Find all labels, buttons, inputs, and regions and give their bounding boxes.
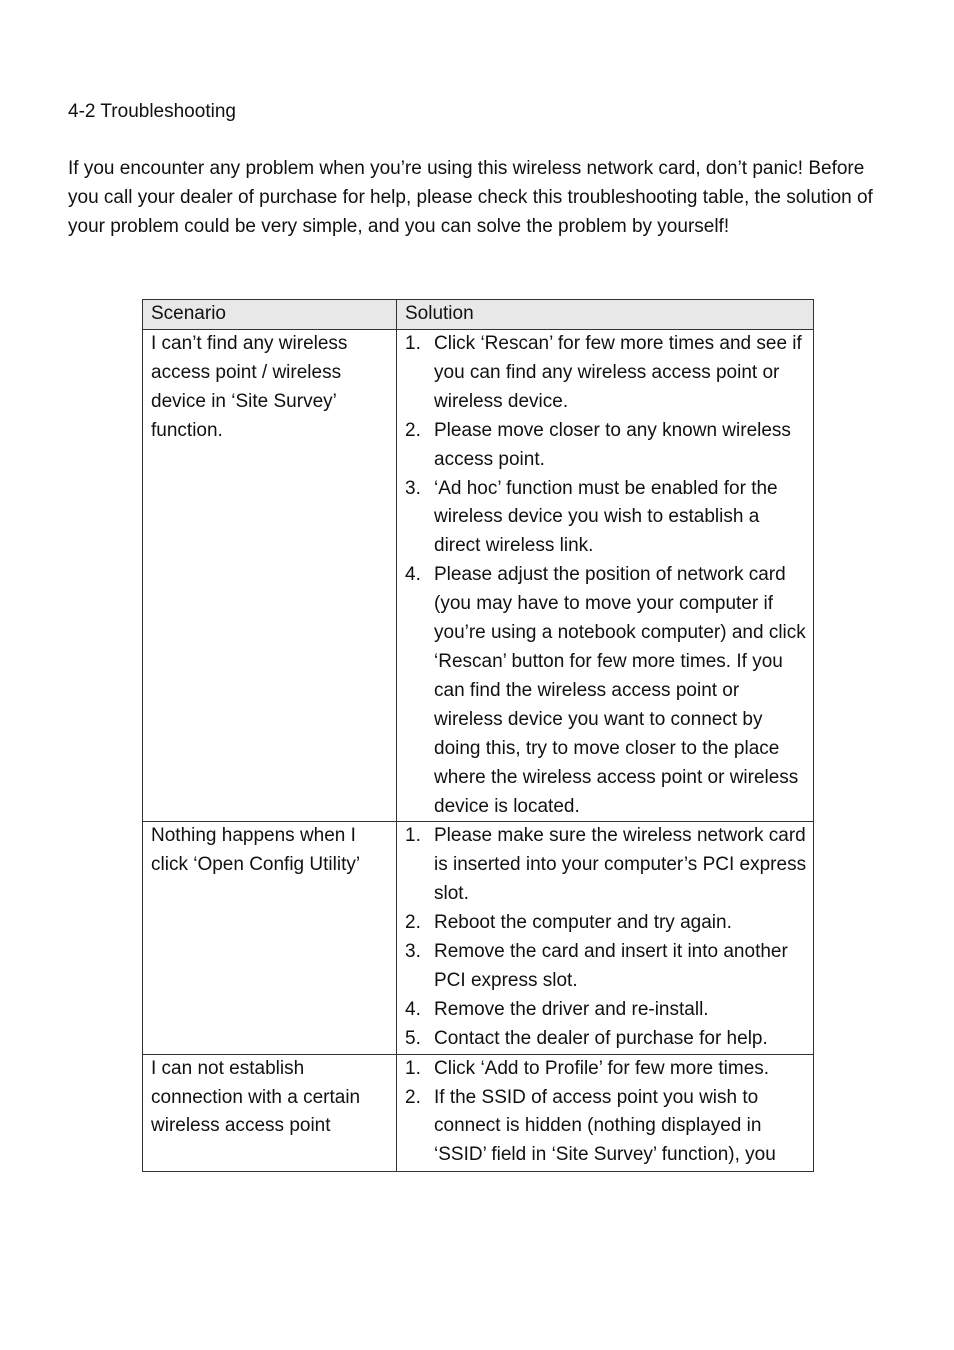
step-number: 1.: [405, 1057, 421, 1079]
troubleshooting-table: [142, 299, 814, 1172]
step-text: Click ‘Add to Profile’ for few more times.: [434, 1057, 770, 1079]
solution-cell: [397, 1054, 814, 1171]
solution-step: [405, 1084, 809, 1170]
step-text: If the SSID of access point you wish to connect is hidden (nothing displayed in ‘SSID’ field in ‘Site Survey’ function), you: [434, 1086, 776, 1166]
step-text: Please move closer to any known wireless access point.: [434, 419, 791, 470]
header-scenario: Scenario: [143, 300, 397, 330]
step-number: 1.: [405, 333, 421, 354]
solution-step: [405, 330, 809, 417]
scenario-cell: [143, 1054, 397, 1171]
scenario-cell: Nothing happens when I click ‘Open Config Utility’: [143, 822, 397, 1054]
solution-step: [405, 417, 809, 475]
solution-list: [405, 1055, 809, 1170]
scenario-cell: I can’t find any wireless access point / wireless device in ‘Site Survey’ function.: [143, 330, 397, 822]
table-header-row: [143, 300, 814, 330]
section-title: 4-2 Troubleshooting: [68, 101, 236, 122]
table-row: [143, 1054, 814, 1171]
step-number: 4.: [405, 998, 421, 1020]
step-number: 5.: [405, 1027, 421, 1049]
solution-list: [405, 330, 809, 821]
solution-step: [405, 938, 809, 996]
step-number: 4.: [405, 564, 421, 586]
solution-cell: [397, 330, 814, 822]
solution-step: [405, 996, 809, 1025]
intro-paragraph: If you encounter any problem when you’re using this wireless network card, don’t panic! Before you call your dealer of purchase for help, please check this troubleshooting table, the solution of your problem could be very simple, and you can solve the problem by yourself!: [68, 158, 873, 237]
solution-step: [405, 822, 809, 909]
solution-step: [405, 1055, 809, 1084]
solution-cell: [397, 822, 814, 1054]
header-solution: Solution: [397, 300, 814, 330]
table-row: [143, 822, 814, 1054]
step-text: Remove the driver and re-install.: [434, 998, 709, 1020]
step-text: ‘Ad hoc’ function must be enabled for the wireless device you wish to establish a direct wireless link.: [434, 477, 778, 557]
step-text: Remove the card and insert it into another PCI express slot.: [434, 941, 788, 991]
step-number: 3.: [405, 941, 421, 963]
step-number: 1.: [405, 825, 421, 847]
step-text: Please adjust the position of network card (you may have to move your computer if you’re using a notebook computer) and click ‘Rescan’ button for few more times. If you can find the wireless access point or wireless device you want to connect by doing this, try to move closer to the place where the wireless access point or wireless device is located.: [434, 564, 806, 817]
solution-step: [405, 475, 809, 562]
table-row: [143, 330, 814, 822]
solution-clip: [405, 1055, 809, 1170]
step-text: Contact the dealer of purchase for help.: [434, 1027, 768, 1049]
step-number: 2.: [405, 419, 421, 441]
step-text: Please make sure the wireless network card is inserted into your computer’s PCI express slot.: [434, 825, 807, 905]
solution-step: [405, 1025, 809, 1054]
step-number: 2.: [405, 912, 421, 934]
scenario-text: I can not establish connection with a certain wireless access point: [151, 1057, 361, 1137]
solution-step: [405, 561, 809, 821]
step-text: Click ‘Rescan’ for few more times and see if you can find any wireless access point or wireless device.: [434, 333, 802, 412]
step-text: Reboot the computer and try again.: [434, 912, 732, 934]
solution-list: [405, 822, 809, 1053]
solution-step: [405, 909, 809, 938]
step-number: 3.: [405, 477, 421, 499]
step-number: 2.: [405, 1086, 421, 1108]
